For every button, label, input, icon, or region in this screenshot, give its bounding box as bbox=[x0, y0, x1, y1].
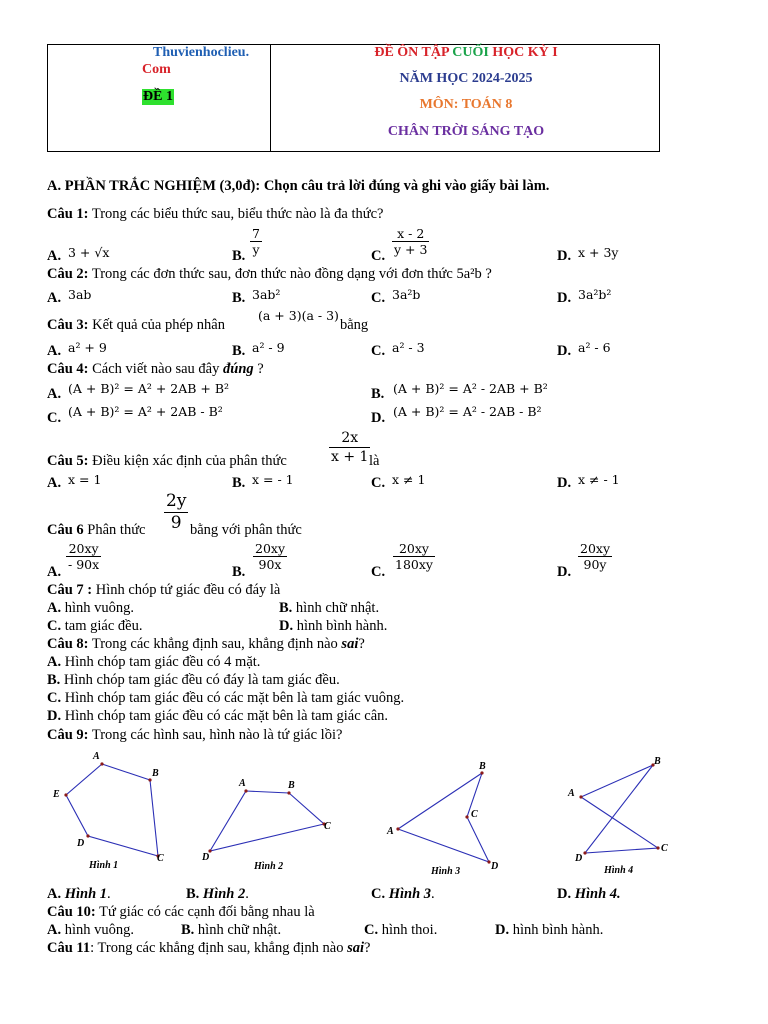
q4-opt-b-label: B. bbox=[371, 386, 385, 402]
h4-label-d: D bbox=[575, 853, 583, 864]
q1-opt-a: 3 + √x bbox=[68, 245, 110, 260]
q9-opt-a: A. Hình 1. bbox=[47, 886, 111, 902]
quadrilateral-abcd-2 bbox=[210, 791, 324, 851]
q10-opt-d: D. hình bình hành. bbox=[495, 922, 604, 938]
q5-tail: là bbox=[369, 453, 380, 469]
h1-label-c: C bbox=[157, 853, 164, 864]
q9-opt-c: C. Hình 3. bbox=[371, 886, 435, 902]
q3-opt-a-label: A. bbox=[47, 343, 62, 359]
q6-opt-a-fraction: $\frac{20xy}{- 90x}$ bbox=[68, 541, 100, 572]
subject: MÔN: TOÁN 8 bbox=[419, 97, 513, 112]
q8-opt-c: C. Hình chóp tam giác đều có các mặt bên là tam giác vuông. bbox=[47, 690, 405, 706]
q2-opt-c: 3a²b bbox=[392, 287, 421, 302]
q10-opt-c: C. hình thoi. bbox=[364, 922, 438, 938]
h1-label-b: B bbox=[152, 768, 159, 779]
q2-stem: Câu 2: Trong các đơn thức sau, đơn thức nào đồng dạng với đơn thức 5a²b ? bbox=[47, 266, 492, 282]
q9-opt-b: B. Hình 2. bbox=[186, 886, 249, 902]
q3-stem: Câu 3: Kết quả của phép nhân bbox=[47, 317, 225, 333]
q2-opt-a-label: A. bbox=[47, 290, 62, 306]
h1-label-e: E bbox=[53, 789, 60, 800]
q7-opt-d: D. hình bình hành. bbox=[279, 618, 388, 634]
q1-opt-d: x + 3y bbox=[578, 245, 619, 260]
h2-caption: Hình 2 bbox=[254, 861, 284, 872]
q6-opt-d-fraction: $\frac{20xy}{90y}$ bbox=[580, 541, 611, 572]
q8-opt-a: A. Hình chóp tam giác đều có 4 mặt. bbox=[47, 654, 261, 670]
q2-opt-a: 3ab bbox=[68, 287, 92, 302]
site-name: Thuvienhoclieu. bbox=[153, 45, 250, 60]
q3-opt-c-label: C. bbox=[371, 343, 386, 359]
site-name-suffix: Com bbox=[142, 62, 171, 77]
q2-opt-d: 3a²b² bbox=[578, 287, 612, 302]
h2-label-d: D bbox=[202, 852, 210, 863]
figure-hinh-2 bbox=[210, 791, 324, 851]
q3-opt-a: a² + 9 bbox=[68, 340, 107, 355]
q5-opt-b: x = - 1 bbox=[252, 472, 294, 487]
q4-opt-c-label: C. bbox=[47, 410, 62, 426]
q6-opt-b-label: B. bbox=[232, 564, 246, 580]
q11-stem: Câu 11: Trong các khẳng định sau, khẳng định nào sai? bbox=[47, 940, 371, 956]
h3-label-c: C bbox=[471, 809, 478, 820]
textbook: CHÂN TRỜI SÁNG TẠO bbox=[387, 124, 545, 139]
q9-stem: Câu 9: Trong các hình sau, hình nào là tứ giác lồi? bbox=[47, 727, 343, 743]
q7-opt-c: C. tam giác đều. bbox=[47, 618, 143, 634]
q8-opt-d: D. Hình chóp tam giác đều có các mặt bên là tam giác cân. bbox=[47, 708, 389, 724]
q3-opt-d: a² - 6 bbox=[578, 340, 611, 355]
q7-stem: Câu 7 : Hình chóp tứ giác đều có đáy là bbox=[47, 582, 281, 598]
q6-opt-c-label: C. bbox=[371, 564, 386, 580]
crossed-quadrilateral-abcd-4 bbox=[581, 765, 658, 853]
q1-opt-a-label: A. bbox=[47, 248, 62, 264]
q8-opt-b: B. Hình chóp tam giác đều có đáy là tam giác đều. bbox=[47, 672, 340, 688]
h3-caption: Hình 3 bbox=[431, 866, 461, 877]
q6-opt-a-label: A. bbox=[47, 564, 62, 580]
q2-opt-b: 3ab² bbox=[252, 287, 281, 302]
q5-opt-d: x ≠ - 1 bbox=[578, 472, 620, 487]
exam-title: ĐỀ ÔN TẬP CUỐI HỌC KỲ I bbox=[374, 45, 558, 60]
q4-opt-a: (A + B)² = A² + 2AB + B² bbox=[68, 381, 230, 396]
q5-opt-a-label: A. bbox=[47, 475, 62, 491]
section-a-heading: A. PHẦN TRẮC NGHIỆM (3,0đ): Chọn câu trả lời đúng và ghi vào giấy bài làm. bbox=[47, 178, 550, 194]
h4-label-b: B bbox=[654, 756, 661, 767]
h3-label-d: D bbox=[491, 861, 499, 872]
q4-opt-d: (A + B)² = A² - 2AB - B² bbox=[393, 404, 542, 419]
figure-hinh-4 bbox=[581, 765, 658, 853]
q5-fraction: $\frac{2x}{x + 1}$ bbox=[331, 430, 369, 465]
q4-opt-c: (A + B)² = A² + 2AB - B² bbox=[68, 404, 223, 419]
q5-opt-a: x = 1 bbox=[68, 472, 102, 487]
q5-opt-c-label: C. bbox=[371, 475, 386, 491]
q3-expr: (a + 3)(a - 3) bbox=[258, 308, 339, 323]
q9-opt-d: D. Hình 4. bbox=[557, 886, 621, 902]
q4-opt-b: (A + B)² = A² - 2AB + B² bbox=[393, 381, 548, 396]
school-year: NĂM HỌC 2024-2025 bbox=[399, 71, 533, 86]
q7-opt-a: A. hình vuông. bbox=[47, 600, 135, 616]
h4-label-a: A bbox=[568, 788, 575, 799]
h4-caption: Hình 4 bbox=[604, 865, 634, 876]
q6-opt-b-fraction: $\frac{20xy}{90x}$ bbox=[255, 541, 286, 572]
q8-stem: Câu 8: Trong các khẳng định sau, khẳng định nào sai? bbox=[47, 636, 365, 652]
q10-stem: Câu 10: Tứ giác có các cạnh đối bằng nhau là bbox=[47, 904, 315, 920]
q3-opt-b-label: B. bbox=[232, 343, 246, 359]
q7-opt-b: B. hình chữ nhật. bbox=[279, 600, 380, 616]
q3-opt-b: a² - 9 bbox=[252, 340, 285, 355]
q5-opt-b-label: B. bbox=[232, 475, 246, 491]
q1-opt-b-label: B. bbox=[232, 248, 246, 264]
q2-opt-b-label: B. bbox=[232, 290, 246, 306]
q5-stem: Câu 5: Điều kiện xác định của phân thức bbox=[47, 453, 287, 469]
q5-opt-d-label: D. bbox=[557, 475, 572, 491]
q6-fraction: $\frac{2y}{9}$ bbox=[166, 491, 187, 533]
q2-opt-d-label: D. bbox=[557, 290, 572, 306]
q10-opt-a: A. hình vuông. bbox=[47, 922, 135, 938]
q1-opt-c-label: C. bbox=[371, 248, 386, 264]
q1-opt-c-fraction: $\frac{x - 2}{y + 3}$ bbox=[394, 226, 428, 257]
q2-opt-c-label: C. bbox=[371, 290, 386, 306]
q5-opt-c: x ≠ 1 bbox=[392, 472, 426, 487]
q3-opt-c: a² - 3 bbox=[392, 340, 425, 355]
q6-opt-d-label: D. bbox=[557, 564, 572, 580]
q6-tail: bằng với phân thức bbox=[190, 522, 302, 538]
q3-tail: bằng bbox=[340, 317, 369, 333]
q4-opt-a-label: A. bbox=[47, 386, 62, 402]
h3-label-b: B bbox=[479, 761, 486, 772]
q6-opt-c-fraction: $\frac{20xy}{180xy}$ bbox=[395, 541, 433, 572]
q1-opt-b-fraction: $\frac{7}{y}$ bbox=[252, 226, 260, 257]
h2-label-c: C bbox=[324, 821, 331, 832]
q1-stem: Câu 1: Trong các biểu thức sau, biểu thức nào là đa thức? bbox=[47, 206, 384, 222]
h2-label-a: A bbox=[239, 778, 246, 789]
q10-opt-b: B. hình chữ nhật. bbox=[181, 922, 282, 938]
h1-label-a: A bbox=[93, 751, 100, 762]
q4-opt-d-label: D. bbox=[371, 410, 386, 426]
h1-label-d: D bbox=[77, 838, 85, 849]
h2-label-b: B bbox=[288, 780, 295, 791]
exam-number: ĐỀ 1 bbox=[143, 89, 173, 104]
h3-label-a: A bbox=[387, 826, 394, 837]
h1-caption: Hình 1 bbox=[89, 860, 119, 871]
q3-opt-d-label: D. bbox=[557, 343, 572, 359]
q4-stem: Câu 4: Cách viết nào sau đây đúng ? bbox=[47, 361, 264, 377]
h4-label-c: C bbox=[661, 843, 668, 854]
q1-opt-d-label: D. bbox=[557, 248, 572, 264]
q6-stem: Câu 6 Phân thức bbox=[47, 522, 146, 538]
